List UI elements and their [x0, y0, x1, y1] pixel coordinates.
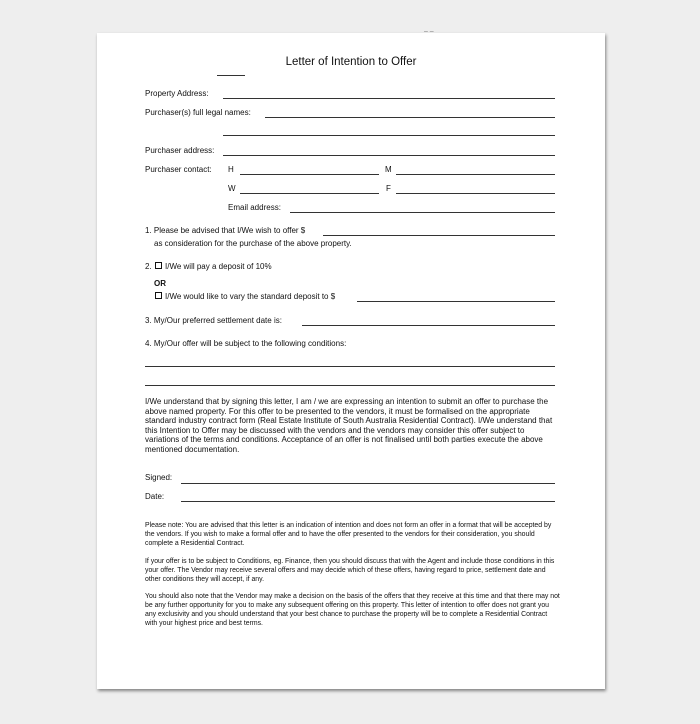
email-label: Email address: [228, 203, 281, 212]
document-page [97, 28, 605, 689]
conditions-field-1[interactable] [145, 366, 555, 367]
deposit-amount-field[interactable] [357, 301, 555, 302]
note-paragraph-3: You should also note that the Vendor may make a decision on the basis of the offers that they receive at this time and that there may not be any further opportunity for you to make any subsequent offering on this property. This letter of intention to offer does not grant you any exclusivity and you should understand that your best chance to purchase the property will be to complete a Residential Contract with your highest price and best terms. [145, 593, 560, 627]
item1-text-continued: as consideration for the purchase of the above property. [154, 239, 352, 248]
checkbox-icon[interactable] [155, 292, 162, 299]
conditions-field-2[interactable] [145, 385, 555, 386]
property-address-field[interactable] [223, 98, 555, 99]
signed-label: Signed: [145, 473, 173, 482]
item3-text: 3. My/Our preferred settlement date is: [145, 316, 282, 325]
settlement-date-field[interactable] [302, 325, 555, 326]
signature-field[interactable] [181, 483, 555, 484]
item4-text: 4. My/Our offer will be subject to the following conditions: [145, 339, 347, 348]
understanding-paragraph: I/We understand that by signing this letter, I am / we are expressing an intention to submit an offer to purchase the above named property. For this offer to be presented to the vendors, it must be formalised on the appropriate standard industry contract form (Real Estate Institute of South Australia Residential Contract). I/We understand that this Intention to Offer may be discussed with the vendors and the vendors may consider this offer subject to variations of the terms and conditions. Acceptance of an offer is not finalised until both parties execute the above mentioned documentation. [145, 397, 553, 454]
note-paragraph-1: Please note: You are advised that this letter is an indication of intention and does not form an offer in a format that will be accepted by the vendors. If you wish to make a formal offer and to have the offer presented to the vendors for their consideration, you should complete a Residential Contract. [145, 522, 552, 547]
title-underline [217, 75, 245, 76]
deposit-option-2[interactable] [155, 292, 335, 302]
or-label: OR [154, 279, 166, 288]
purchaser-address-field[interactable] [223, 155, 555, 156]
home-phone-field[interactable] [240, 174, 379, 175]
offer-amount-field[interactable] [323, 235, 555, 236]
purchaser-address-label: Purchaser address: [145, 146, 215, 155]
deposit-option-1[interactable] [155, 262, 272, 272]
item2-number: 2. [145, 262, 152, 271]
home-phone-label: H [228, 165, 234, 174]
date-label: Date: [145, 492, 165, 501]
page-title: Letter of Intention to Offer [285, 56, 417, 68]
top-mark: – – [424, 28, 434, 35]
purchaser-contact-label: Purchaser contact: [145, 165, 212, 174]
fax-label: F [386, 184, 391, 193]
fax-field[interactable] [396, 193, 555, 194]
purchaser-names-field-2[interactable] [223, 135, 555, 136]
purchaser-names-field-1[interactable] [265, 117, 555, 118]
note-paragraph-2: If your offer is to be subject to Conditions, eg. Finance, then you should discuss that with the Agent and include those conditions in this your offer. The Vendor may receive several offers and may decide which of these offers, having regard to price, settlement date and other conditions they will accept, if any. [145, 558, 555, 583]
work-phone-field[interactable] [240, 193, 379, 194]
purchaser-names-label: Purchaser(s) full legal names: [145, 108, 251, 117]
mobile-phone-field[interactable] [396, 174, 555, 175]
deposit-option-2-label: I/We would like to vary the standard deposit to $ [165, 292, 336, 301]
email-field[interactable] [290, 212, 555, 213]
date-field[interactable] [181, 501, 555, 502]
property-address-label: Property Address: [145, 89, 209, 98]
deposit-option-1-label: I/We will pay a deposit of 10% [165, 262, 272, 271]
checkbox-icon[interactable] [155, 262, 162, 269]
item1-text: 1. Please be advised that I/We wish to offer $ [145, 226, 306, 235]
work-phone-label: W [228, 184, 236, 193]
mobile-phone-label: M [385, 165, 392, 174]
